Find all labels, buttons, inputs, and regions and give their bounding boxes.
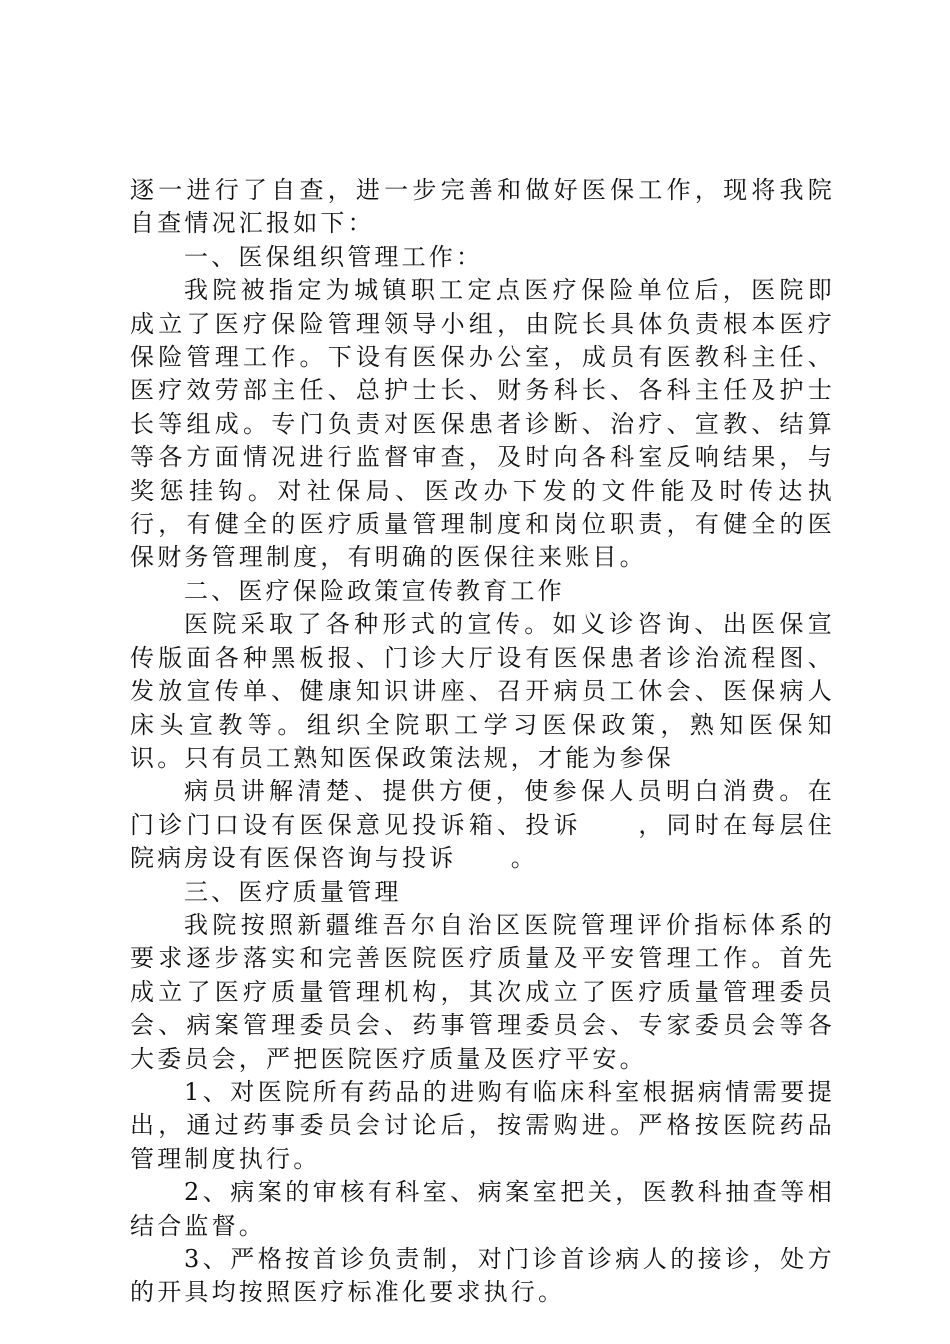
list-item-1: 1、对医院所有药品的进购有临床科室根据病情需要提出，通过药事委员会讨论后，按需购进。严格按医院药品管理制度执行。 bbox=[130, 1077, 835, 1173]
paragraph-intro: 逐一进行了自查，进一步完善和做好医保工作，现将我院自查情况汇报如下： bbox=[130, 176, 835, 238]
section-heading-1: 一、医保组织管理工作： bbox=[184, 242, 484, 271]
section-heading-3: 三、医疗质量管理 bbox=[184, 877, 402, 906]
document-body bbox=[130, 174, 835, 1310]
paragraph-quality-management: 我院按照新疆维吾尔自治区医院管理评价指标体系的要求逐步落实和完善医院医疗质量及平安管理工作。首先成立了医疗质量管理机构，其次成立了医疗质量管理委员会、病案管理委员会、药事管理委员会、专家委员会等各大委员会，严把医院医疗质量及医疗平安。 bbox=[130, 910, 835, 1073]
section-heading-2: 二、医疗保险政策宣传教育工作 bbox=[184, 576, 565, 605]
list-item-3: 3、严格按首诊负责制，对门诊首诊病人的接诊，处方的开具均按照医疗标准化要求执行。 bbox=[130, 1245, 835, 1307]
list-item-2: 2、病案的审核有科室、病案室把关，医教科抽查等相结合监督。 bbox=[130, 1178, 835, 1240]
paragraph-publicity: 医院采取了各种形式的宣传。如义诊咨询、出医保宣传版面各种黑板报、门诊大厅设有医保患者诊治流程图、发放宣传单、健康知识讲座、召开病员工休会、医保病人床头宣教等。组织全院职工学习医保政策，熟知医保知识。只有员工熟知医保政策法规，才能为参保 bbox=[130, 610, 835, 772]
paragraph-org-management: 我院被指定为城镇职工定点医疗保险单位后，医院即成立了医疗保险管理领导小组，由院长具体负责根本医疗保险管理工作。下设有医保办公室，成员有医教科主任、医疗效劳部主任、总护士长、财务科长、各科主任及护士长等组成。专门负责对医保患者诊断、治疗、宣教、结算等各方面情况进行监督审查，及时向各科室反响结果，与奖惩挂钩。对社保局、医改办下发的文件能及时传达执行，有健全的医疗质量管理制度和岗位职责，有健全的医保财务管理制度，有明确的医保往来账目。 bbox=[130, 276, 835, 572]
paragraph-publicity-continued: 病员讲解清楚、提供方便，使参保人员明白消费。在门诊门口设有医保意见投诉箱、投诉 ，同时在每层住院病房设有医保咨询与投诉 。 bbox=[130, 777, 835, 873]
